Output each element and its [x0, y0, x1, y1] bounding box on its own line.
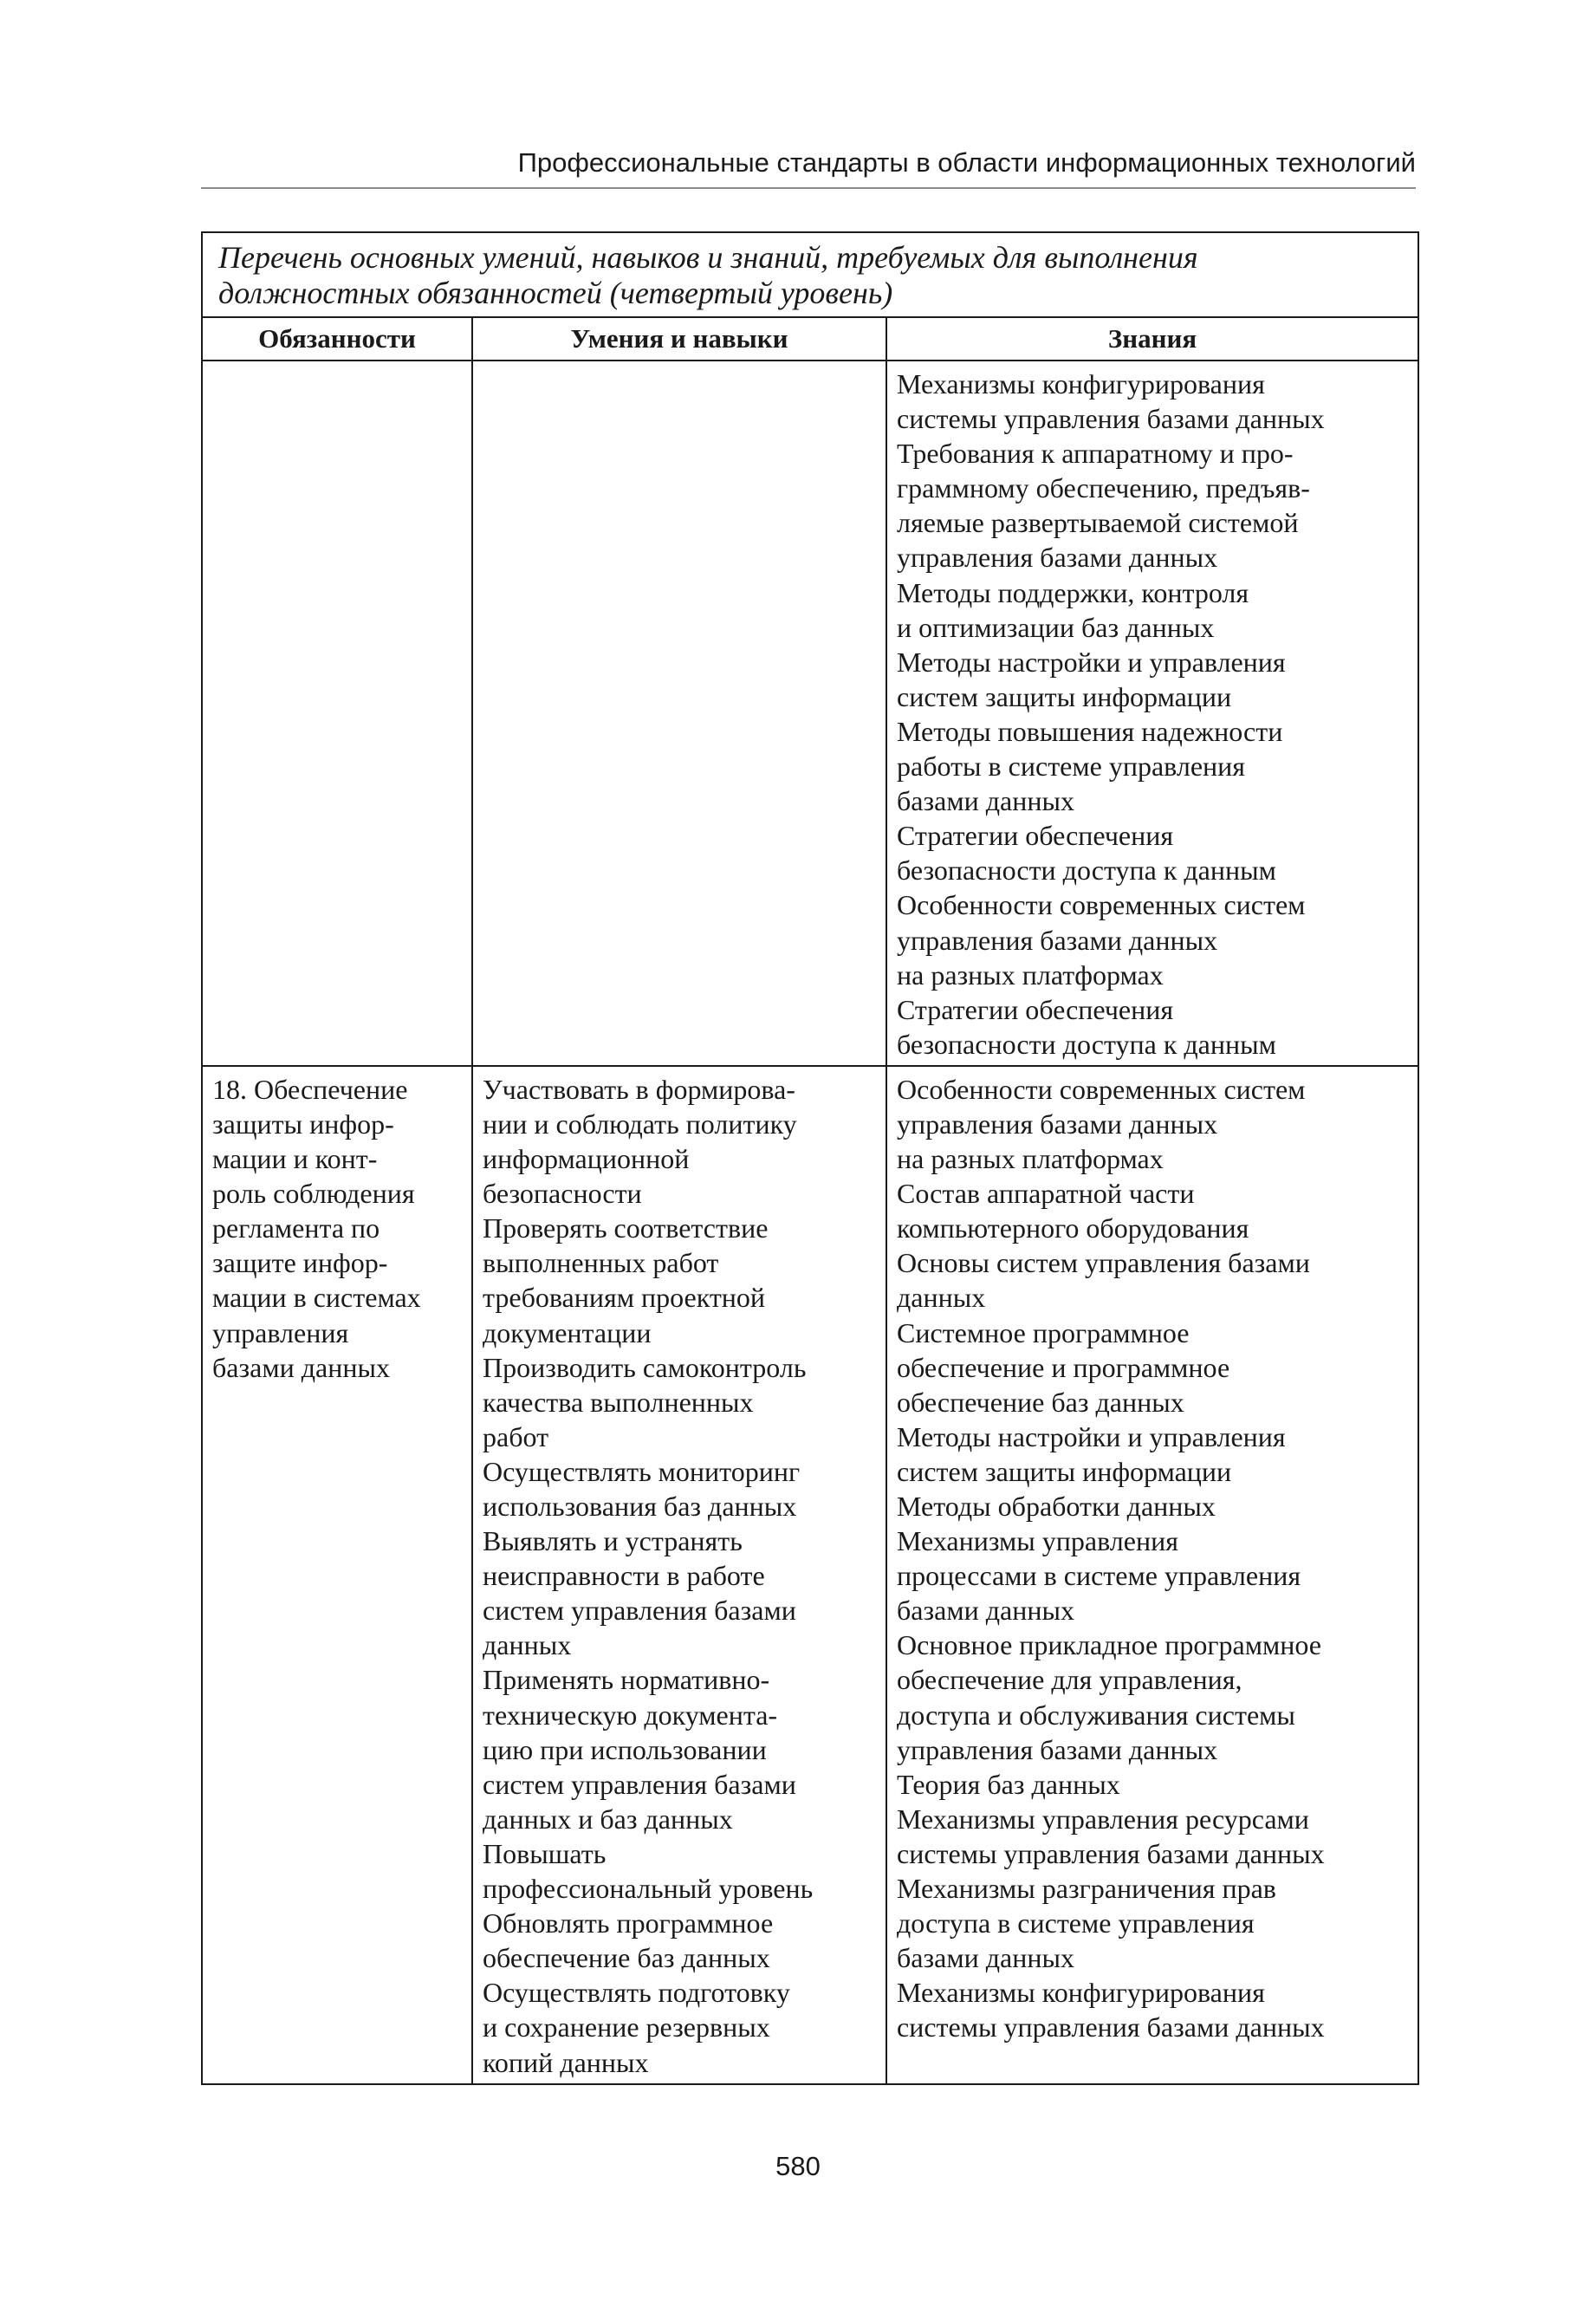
duties-line: роль соблюдения [212, 1178, 415, 1210]
knowledge-line: Требования к аппаратному и про- [897, 438, 1294, 470]
skills-cell [472, 1066, 886, 2084]
knowledge-line: Методы обработки данных [897, 1491, 1216, 1522]
knowledge-line: на разных платформах [897, 958, 1164, 991]
knowledge-line: Системное программное [897, 1316, 1190, 1348]
skills-line: требованиям проектной [483, 1282, 766, 1314]
knowledge-line: безопасности доступа к данным [897, 1028, 1276, 1060]
skills-line: использования баз данных [483, 1491, 797, 1522]
column-header-knowledge: Знания [886, 317, 1418, 361]
knowledge-line: Стратегии обеспечения [897, 993, 1174, 1025]
skills-line: нии и соблюдать политику [483, 1108, 797, 1140]
duties-cell [202, 1066, 472, 2084]
knowledge-line: управления базами данных [897, 542, 1218, 574]
column-header-row [202, 317, 1418, 361]
knowledge-line: Основы систем управления базами [897, 1247, 1310, 1279]
caption-line: Перечень основных умений, навыков и знаний, требуемых для выполнения [218, 240, 1198, 275]
skills-line: Применять нормативно- [483, 1664, 770, 1696]
knowledge-line: Методы настройки и управления [897, 646, 1286, 678]
knowledge-line: безопасности доступа к данным [897, 854, 1276, 887]
skills-line: профессиональный уровень [483, 1873, 814, 1905]
knowledge-line: Методы поддержки, контроля [897, 576, 1249, 608]
duties-line: регламента по [212, 1212, 380, 1244]
skills-line: Выявлять и устранять [483, 1525, 743, 1557]
skills-line: систем управления базами [483, 1768, 796, 1800]
knowledge-line: Теория баз данных [897, 1768, 1120, 1800]
knowledge-line: Состав аппаратной части [897, 1178, 1195, 1210]
knowledge-line: Механизмы конфигурирования [897, 368, 1265, 400]
column-header-skills: Умения и навыки [472, 317, 886, 361]
skills-line: Осуществлять подготовку [483, 1977, 790, 2009]
knowledge-line: базами данных [897, 785, 1074, 817]
knowledge-line: и оптимизации баз данных [897, 611, 1215, 643]
skills-line: систем управления базами [483, 1595, 796, 1627]
running-header: Профессиональные стандарты в области информационных технологий [517, 147, 1416, 178]
caption-line: должностных обязанностей (четвертый уровень) [218, 276, 893, 310]
knowledge-line: данных [897, 1282, 986, 1314]
knowledge-line: обеспечение для управления, [897, 1664, 1242, 1696]
knowledge-line: управления базами данных [897, 1108, 1218, 1140]
skills-line: копий данных [483, 2046, 649, 2078]
header-rule [201, 187, 1416, 189]
table-caption-row [202, 232, 1418, 317]
skills-line: данных [483, 1629, 572, 1661]
duties-cell [202, 361, 472, 1066]
knowledge-line: обеспечение и программное [897, 1351, 1230, 1383]
knowledge-line: Методы настройки и управления [897, 1420, 1286, 1452]
page-number: 580 [775, 2151, 821, 2181]
knowledge-line: компьютерного оборудования [897, 1212, 1249, 1244]
knowledge-line: Особенности современных систем [897, 889, 1306, 921]
knowledge-line: Основное прикладное программное [897, 1629, 1321, 1661]
knowledge-line: управления базами данных [897, 924, 1218, 956]
knowledge-line: системы управления базами данных [897, 1837, 1325, 1869]
skills-line: Повышать [483, 1837, 607, 1869]
competency-table [201, 231, 1419, 2085]
duties-line: защиты инфор- [212, 1108, 394, 1140]
skills-line: выполненных работ [483, 1247, 719, 1279]
skills-line: безопасности [483, 1178, 642, 1210]
knowledge-line: обеспечение баз данных [897, 1386, 1184, 1418]
knowledge-line: процессами в системе управления [897, 1560, 1301, 1592]
duties-line: мации и конт- [212, 1143, 378, 1175]
knowledge-line: Механизмы управления [897, 1525, 1178, 1557]
knowledge-line: Методы повышения надежности [897, 715, 1283, 747]
skills-line: Осуществлять мониторинг [483, 1455, 801, 1487]
knowledge-line: систем защиты информации [897, 680, 1232, 712]
skills-line: данных и баз данных [483, 1803, 733, 1835]
knowledge-line: граммному обеспечению, предъяв- [897, 472, 1310, 504]
table-row [202, 1066, 1418, 2084]
skills-line: обеспечение баз данных [483, 1942, 770, 1974]
duties-line: мации в системах [212, 1282, 421, 1314]
knowledge-line: управления базами данных [897, 1733, 1218, 1765]
skills-line: и сохранение резервных [483, 2011, 770, 2043]
skills-line: цию при использовании [483, 1733, 767, 1765]
knowledge-line: работы в системе управления [897, 750, 1245, 783]
knowledge-line: Механизмы разграничения прав [897, 1873, 1276, 1905]
knowledge-line: Стратегии обеспечения [897, 820, 1174, 852]
duties-line: базами данных [212, 1351, 390, 1383]
knowledge-cell [886, 361, 1418, 1066]
duties-line: 18. Обеспечение [212, 1073, 408, 1105]
knowledge-line: Механизмы конфигурирования [897, 1977, 1265, 2009]
skills-line: техническую документа- [483, 1699, 778, 1731]
knowledge-line: системы управления базами данных [897, 2011, 1325, 2043]
duties-line: управления [212, 1316, 349, 1348]
skills-line: Производить самоконтроль [483, 1351, 807, 1383]
knowledge-line: доступа в системе управления [897, 1907, 1255, 1939]
skills-line: документации [483, 1316, 652, 1348]
skills-line: качества выполненных [483, 1386, 754, 1418]
knowledge-line: системы управления базами данных [897, 403, 1325, 435]
skills-cell [472, 361, 886, 1066]
duties-line: защите инфор- [212, 1247, 388, 1279]
knowledge-line: доступа и обслуживания системы [897, 1699, 1295, 1731]
knowledge-line: систем защиты информации [897, 1455, 1232, 1487]
table-row [202, 361, 1418, 1066]
knowledge-line: базами данных [897, 1595, 1074, 1627]
skills-line: информационной [483, 1143, 690, 1175]
skills-line: Обновлять программное [483, 1907, 774, 1939]
knowledge-line: Особенности современных систем [897, 1073, 1306, 1105]
column-header-duties: Обязанности [202, 317, 472, 361]
knowledge-line: базами данных [897, 1942, 1074, 1974]
skills-line: Участвовать в формирова- [483, 1073, 795, 1105]
skills-line: работ [483, 1420, 549, 1452]
knowledge-line: Механизмы управления ресурсами [897, 1803, 1309, 1835]
skills-line: Проверять соответствие [483, 1212, 769, 1244]
knowledge-line: на разных платформах [897, 1143, 1164, 1175]
skills-line: неисправности в работе [483, 1560, 765, 1592]
table-caption [202, 232, 1418, 317]
knowledge-cell [886, 1066, 1418, 2084]
knowledge-line: ляемые развертываемой системой [897, 507, 1299, 539]
